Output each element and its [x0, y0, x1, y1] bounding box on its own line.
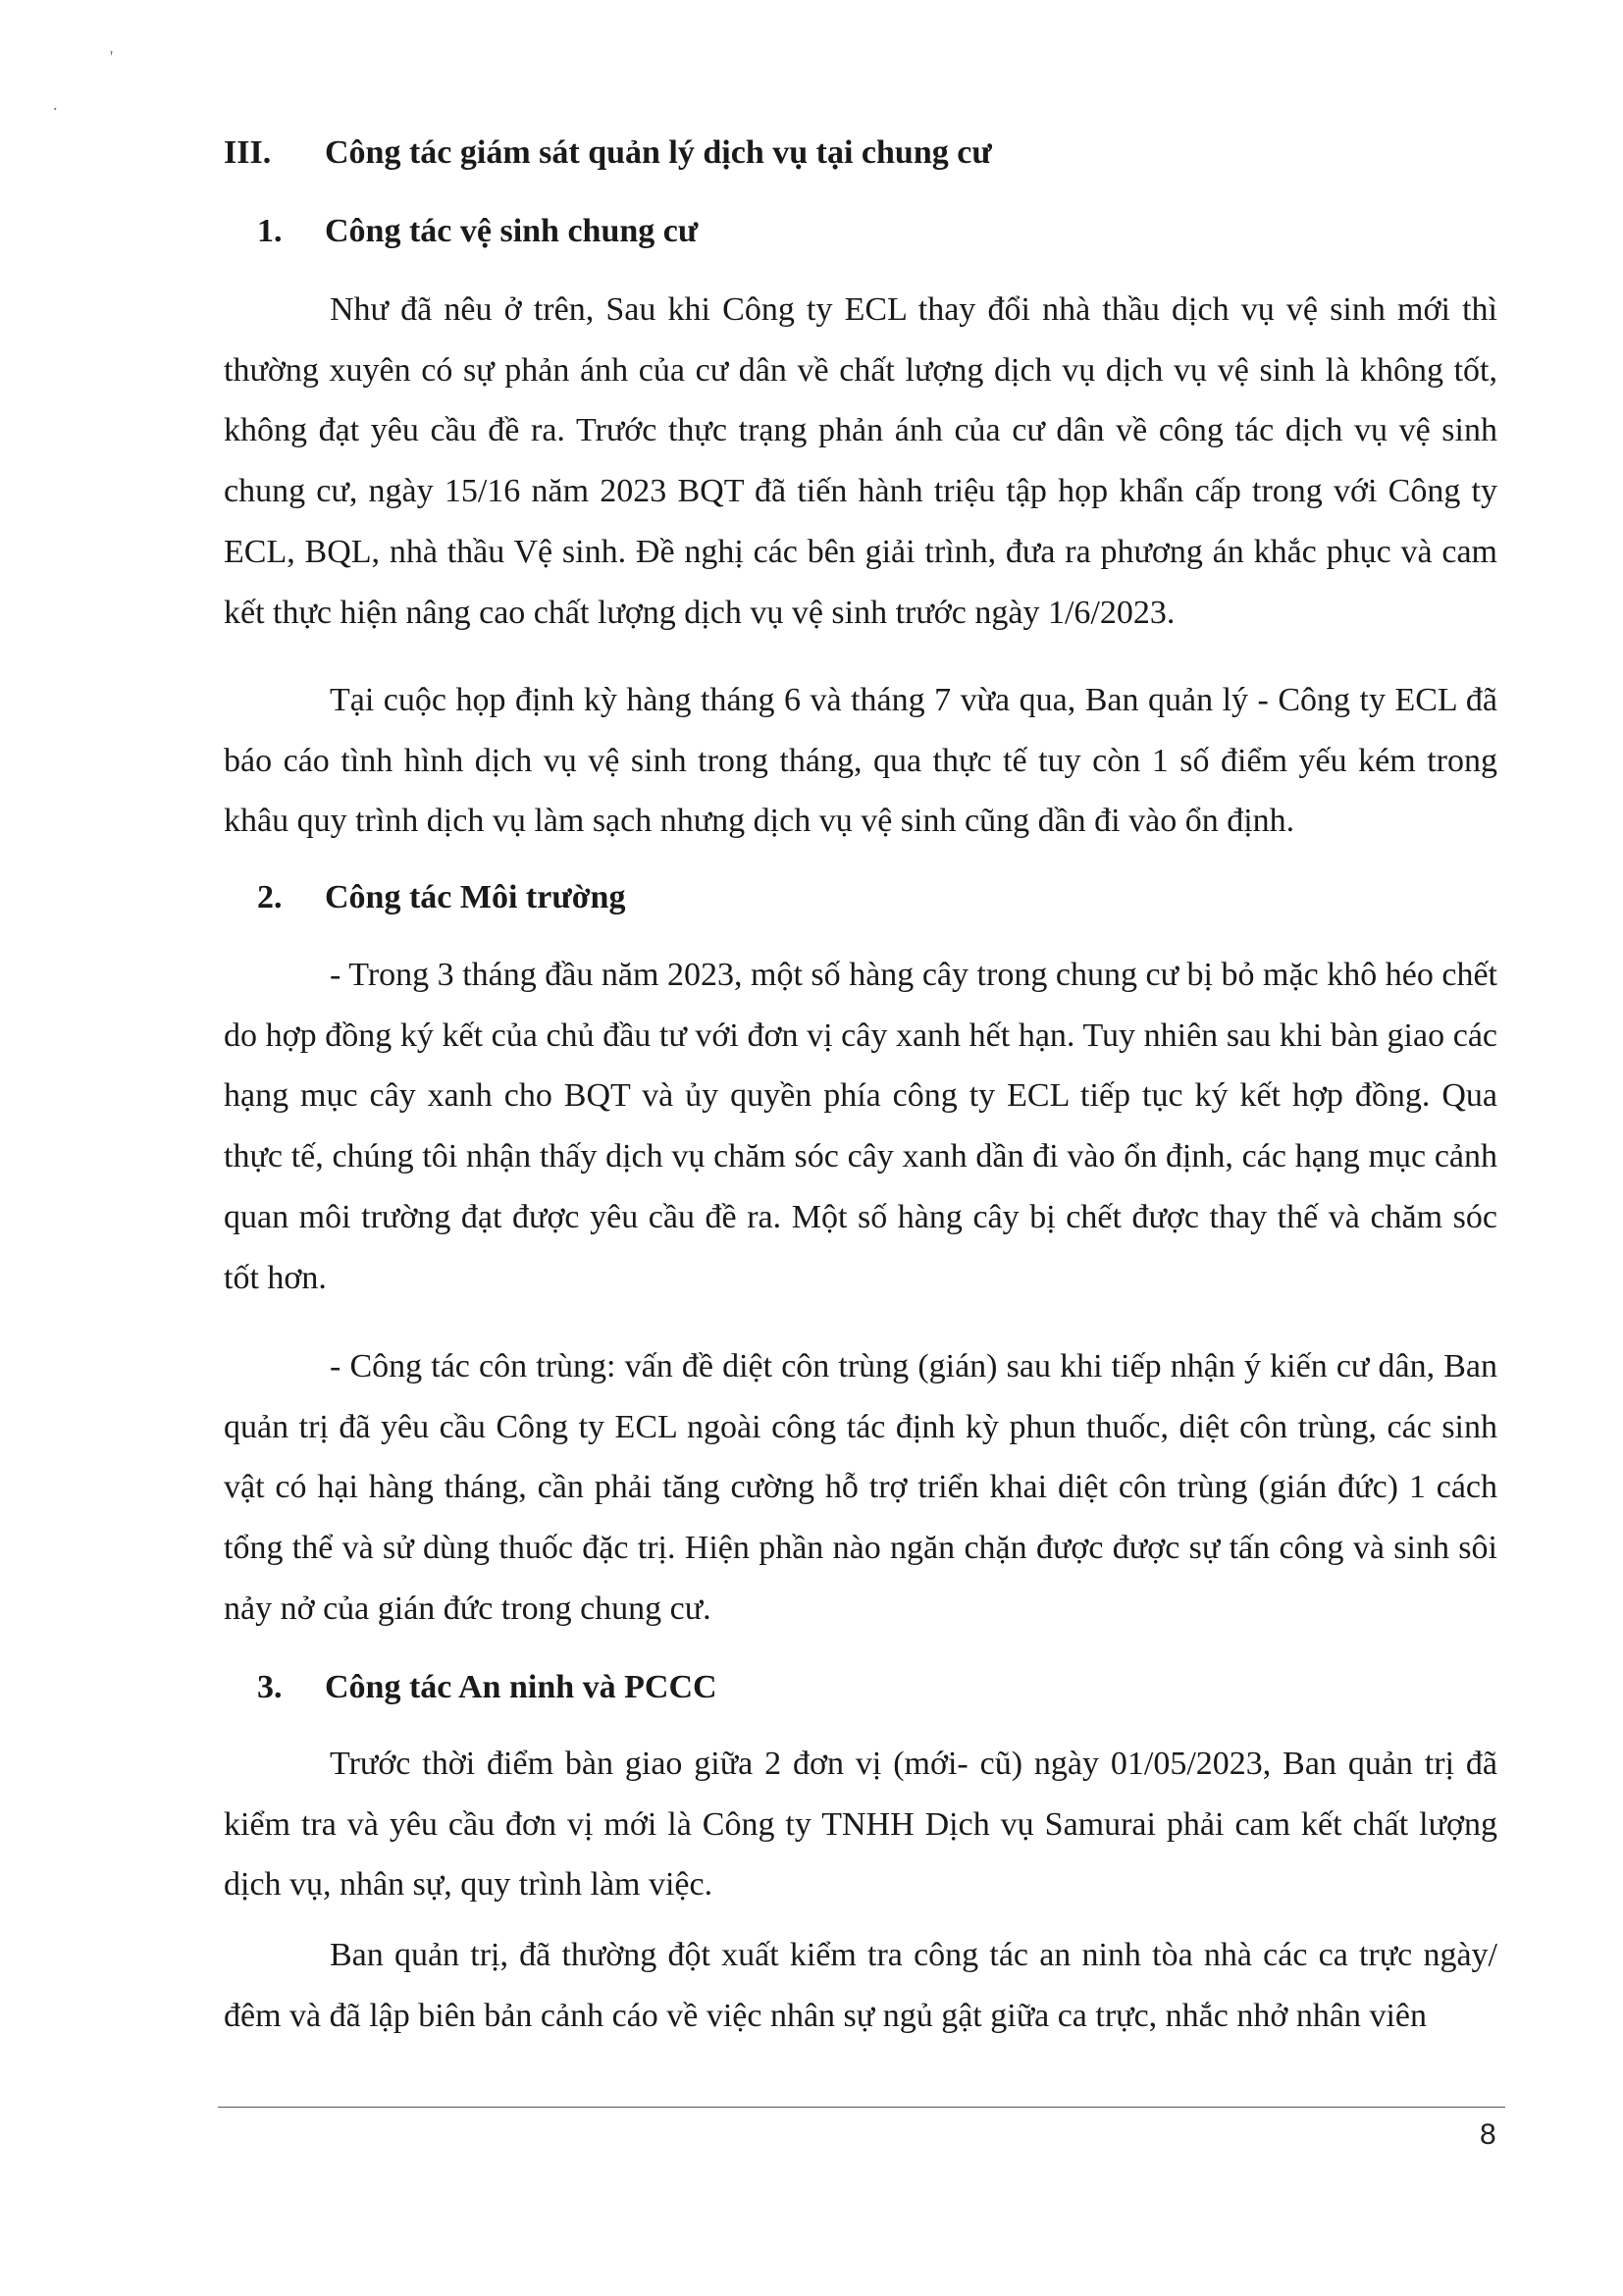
paragraph: Như đã nêu ở trên, Sau khi Công ty ECL thay đổi nhà thầu dịch vụ vệ sinh mới thì thường xuyên có sự phản ánh của cư dân về chất lượng dịch vụ dịch vụ vệ sinh là không tốt, không đạt yêu cầu đề ra. Trước thực trạng phản ánh của cư dân về công tác dịch vụ vệ sinh chung cư, ngày 15/16 năm 2023 BQT đã tiến hành triệu tập họp khẩn cấp trong với Công ty ECL, BQL, nhà thầu Vệ sinh. Đề nghị các bên giải trình, đưa ra phương án khắc phục và cam kết thực hiện nâng cao chất lượng dịch vụ vệ sinh trước ngày 1/6/2023.: [224, 291, 1497, 631]
section-title: Công tác giám sát quản lý dịch vụ tại chung cư: [325, 134, 992, 171]
paragraph: Ban quản trị, đã thường đột xuất kiểm tra công tác an ninh tòa nhà các ca trực ngày/ đêm và đã lập biên bản cảnh cáo về việc nhân sự ngủ gật giữa ca trực, nhắc nhở nhân viên: [224, 1937, 1497, 2034]
subsection-title: Công tác vệ sinh chung cư: [325, 213, 699, 249]
page-number: 8: [1480, 2118, 1496, 2151]
subsection-number: 1.: [257, 213, 283, 249]
subsection-title: Công tác An ninh và PCCC: [325, 1669, 717, 1705]
footer-divider: [218, 2107, 1505, 2108]
subsection-number: 2.: [257, 879, 283, 915]
scan-mark: ': [110, 47, 114, 67]
paragraph: - Công tác côn trùng: vấn đề diệt côn trùng (gián) sau khi tiếp nhận ý kiến cư dân, Ban quản trị đã yêu cầu Công ty ECL ngoài công tác định kỳ phun thuốc, diệt côn trùng, các sinh vật có hại hàng tháng, cần phải tăng cường hỗ trợ triển khai diệt côn trùng (gián đức) 1 cách tổng thể và sử dùng thuốc đặc trị. Hiện phần nào ngăn chặn được được sự tấn công và sinh sôi nảy nở của gián đức trong chung cư.: [224, 1348, 1497, 1627]
paragraph: - Trong 3 tháng đầu năm 2023, một số hàng cây trong chung cư bị bỏ mặc khô héo chết do hợp đồng ký kết của chủ đầu tư với đơn vị cây xanh hết hạn. Tuy nhiên sau khi bàn giao các hạng mục cây xanh cho BQT và ủy quyền phía công ty ECL tiếp tục ký kết hợp đồng. Qua thực tế, chúng tôi nhận thấy dịch vụ chăm sóc cây xanh dần đi vào ổn định, các hạng mục cảnh quan môi trường đạt được yêu cầu đề ra. Một số hàng cây bị chết được thay thế và chăm sóc tốt hơn.: [224, 957, 1497, 1296]
paragraph: Trước thời điểm bàn giao giữa 2 đơn vị (mới- cũ) ngày 01/05/2023, Ban quản trị đã kiểm tra và yêu cầu đơn vị mới là Công ty TNHH Dịch vụ Samurai phải cam kết chất lượng dịch vụ, nhân sự, quy trình làm việc.: [224, 1746, 1497, 1904]
subsection-title: Công tác Môi trường: [325, 879, 626, 915]
paragraph: Tại cuộc họp định kỳ hàng tháng 6 và tháng 7 vừa qua, Ban quản lý - Công ty ECL đã báo cáo tình hình dịch vụ vệ sinh trong tháng, qua thực tế tuy còn 1 số điểm yếu kém trong khâu quy trình dịch vụ làm sạch nhưng dịch vụ vệ sinh cũng dần đi vào ổn định.: [224, 682, 1497, 840]
section-number: III.: [224, 134, 272, 171]
scan-mark: .: [53, 94, 58, 114]
subsection-number: 3.: [257, 1669, 283, 1705]
